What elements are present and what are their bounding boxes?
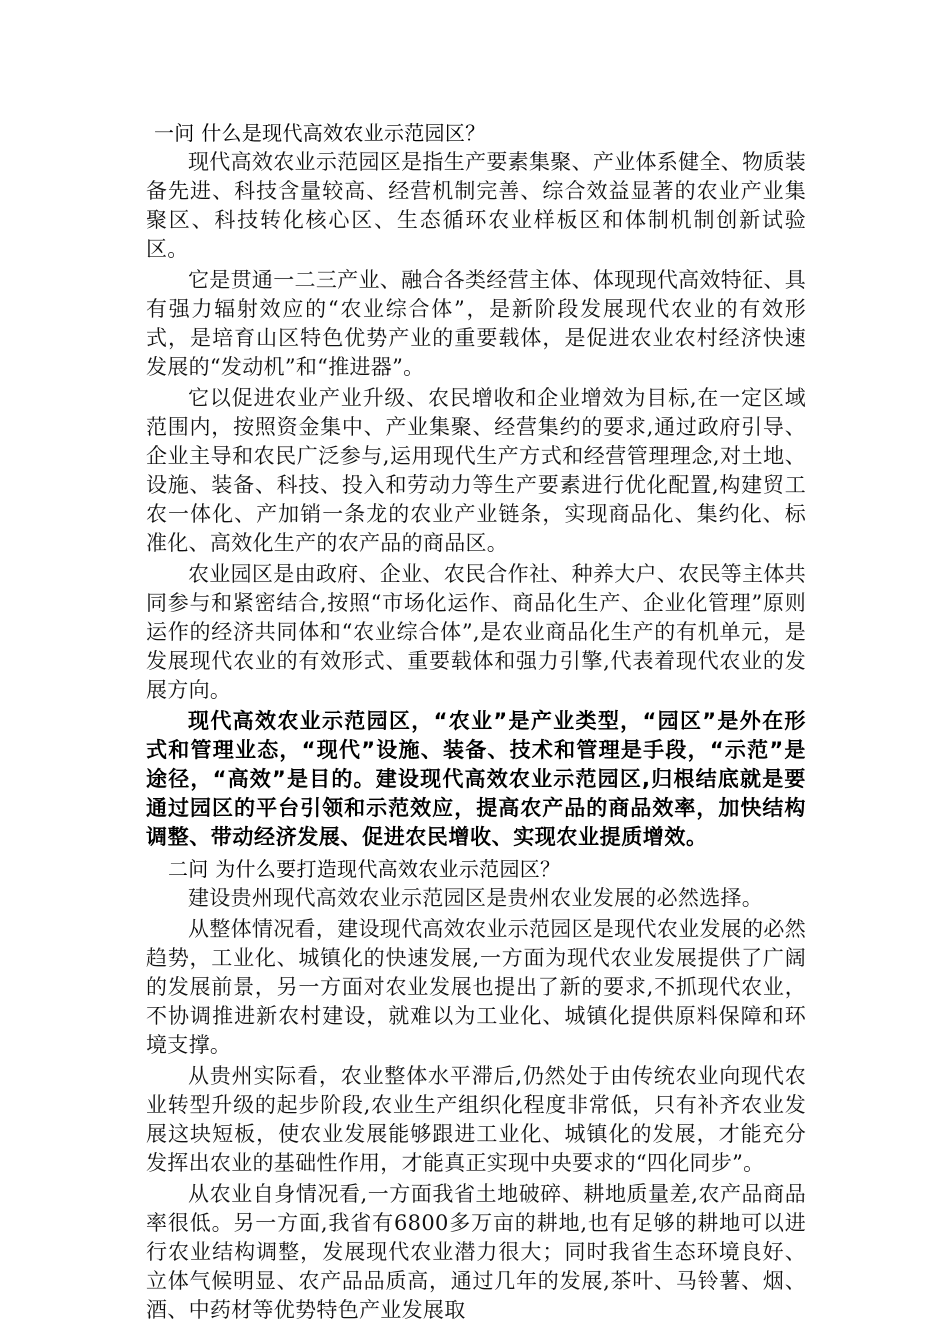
paragraph-overall-view: 从整体情况看，建设现代高效农业示范园区是现代农业发展的必然趋势，工业化、城镇化的快速发展,一方面为现代农业发展提供了广阔的发展前景，另一方面对农业发展也提出了新的要求,不抓现代农业，不协调推进新农村建设，就难以为工业化、城镇化提供原料保障和环境支撑。 bbox=[146, 917, 806, 1057]
paragraph-park-entity: 农业园区是由政府、企业、农民合作社、种养大户、农民等主体共同参与和紧密结合,按照“市场化运作、商品化生产、企业化管理”原则运作的经济共同体和“农业综合体”,是农业商品化生产的有机单元，是发展现代农业的有效形式、重要载体和强力引擎,代表着现代农业的发展方向。 bbox=[146, 562, 806, 702]
paragraph-agri-complex: 它是贯通一二三产业、融合各类经营主体、体现现代高效特征、具有强力辐射效应的“农业综合体”，是新阶段发展现代农业的有效形式，是培育山区特色优势产业的重要载体，是促进农业农村经济快速发展的“发动机”和“推进器”。 bbox=[146, 268, 806, 379]
paragraph-definition: 现代高效农业示范园区是指生产要素集聚、产业体系健全、物质装备先进、科技含量较高、经营机制完善、综合效益显著的农业产业集聚区、科技转化核心区、生态循环农业样板区和体制机制创新试验区。 bbox=[146, 150, 806, 261]
section-heading-1: 一问 什么是现代高效农业示范园区？ bbox=[154, 121, 486, 145]
paragraph-necessity: 建设贵州现代高效农业示范园区是贵州农业发展的必然选择。 bbox=[188, 886, 764, 910]
paragraph-agri-self: 从农业自身情况看,一方面我省土地破碎、耕地质量差,农产品商品率很低。另一方面,我省有6800多万亩的耕地,也有足够的耕地可以进行农业结构调整，发展现代农业潜力很大；同时我省生态环境良好、立体气候明显、农产品品质高，通过几年的发展,茶叶、马铃薯、烟、酒、中药材等优势特色产业发展取 bbox=[146, 1182, 806, 1322]
document-body bbox=[146, 118, 806, 1327]
paragraph-goals: 它以促进农业产业升级、农民增收和企业增效为目标,在一定区域范围内，按照资金集中、产业集聚、经营集约的要求,通过政府引导、企业主导和农民广泛参与,运用现代生产方式和经营管理理念,对土地、设施、装备、科技、投入和劳动力等生产要素进行优化配置,构建贸工农一体化、产加销一条龙的农业产业链条，实现商品化、集约化、标准化、高效化生产的农产品的商品区。 bbox=[146, 386, 806, 555]
paragraph-guizhou-reality: 从贵州实际看，农业整体水平滞后,仍然处于由传统农业向现代农业转型升级的起步阶段,农业生产组织化程度非常低，只有补齐农业发展这块短板，使农业发展能够跟进工业化、城镇化的发展，才能充分发挥出农业的基础性作用，才能真正实现中央要求的“四化同步”。 bbox=[146, 1064, 806, 1175]
paragraph-summary-bold: 现代高效农业示范园区，“农业”是产业类型，“园区”是外在形式和管理业态，“现代”设施、装备、技术和管理是手段，“示范”是途径，“高效”是目的。建设现代高效农业示范园区,归根结底就是要通过园区的平台引领和示范效应，提高农产品的商品效率，加快结构调整、带动经济发展、促进农民增收、实现农业提质增效。 bbox=[146, 709, 806, 849]
section-heading-2: 二问 为什么要打造现代高效农业示范园区？ bbox=[168, 857, 561, 881]
